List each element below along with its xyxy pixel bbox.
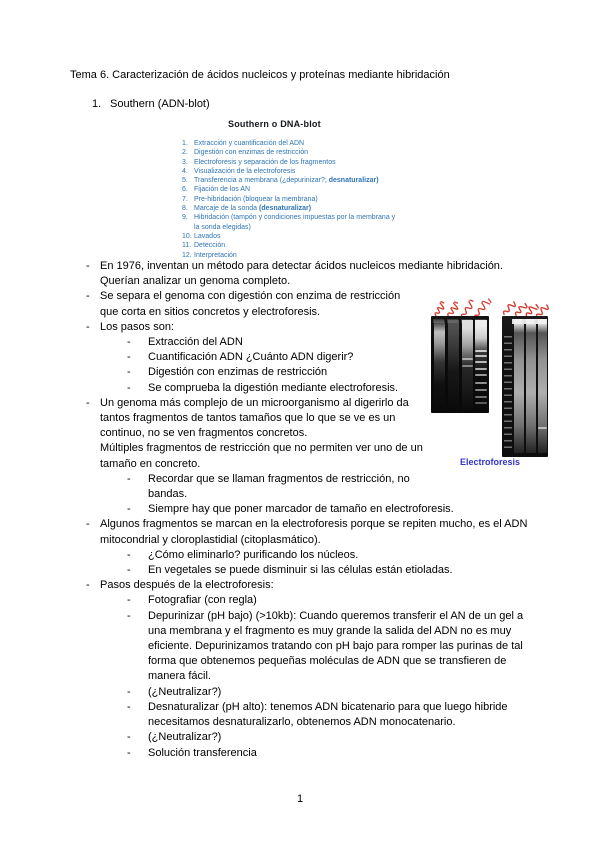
note-item: - Los pasos son: <box>70 320 529 335</box>
step-number: 4. <box>182 167 188 175</box>
bullet-dash: - <box>127 351 131 364</box>
gel-lane <box>448 320 459 410</box>
note-subitem: - Digestión con enzimas de restricción <box>70 365 529 380</box>
gel-lane <box>514 319 524 453</box>
note-subitem: - Siempre hay que poner marcador de tamaño en electroforesis. <box>70 502 529 517</box>
step-text: Visualización de la electroforesis <box>194 167 296 175</box>
step-number: 2. <box>182 149 188 157</box>
note-subitem: - ¿Cómo eliminarlo? purificando los núcleos. <box>70 548 529 563</box>
bullet-dash: - <box>127 472 131 485</box>
note-subitem: - Recordar que se llaman fragmentos de restricción, no bandas. <box>127 472 410 501</box>
bullet-dash: - <box>127 609 131 622</box>
step-number: 5. <box>182 177 188 185</box>
protocol-step <box>182 241 400 250</box>
bullet-dash: - <box>86 518 90 531</box>
gel-photo-digestion-check <box>431 316 489 413</box>
step-text: Digestión con enzimas de restricción <box>194 149 308 157</box>
section-title: Southern (ADN-blot) <box>110 98 210 110</box>
step-number: 9. <box>182 214 188 222</box>
bullet-dash: - <box>86 396 90 409</box>
step-text: Pre-hibridación (bloquear la membrana) <box>194 195 318 203</box>
note-subitem: - Se comprueba la digestión mediante electroforesis. <box>70 381 529 396</box>
protocol-step <box>182 158 400 167</box>
note-subitem: - Desnaturalizar (pH alto): tenemos ADN bicatenario para que luego hibride necesitamos desnaturalizarlo, obtenemos ADN monocatenario. <box>127 700 508 729</box>
note-subitem: - En vegetales se puede disminuir si las células están etioladas. <box>70 563 529 578</box>
page-number: 1 <box>296 793 304 805</box>
step-number: 6. <box>182 186 188 194</box>
slide-heading: Southern o DNA-blot <box>228 119 321 129</box>
bullet-dash: - <box>86 320 90 333</box>
bullet-dash: - <box>127 594 131 607</box>
step-text: Detección <box>194 242 226 250</box>
note-item: - Algunos fragmentos se marcan en la electroforesis porque se repiten mucho, es el ADN mitocondrial y cloroplastidial (citoplasmático). <box>86 518 528 546</box>
protocol-step <box>182 176 400 185</box>
protocol-step <box>182 213 400 232</box>
note-subitem: - Depurinizar (pH bajo) (>10kb): Cuando queremos transferir el AN de un gel a una membrana y el fragmento es muy grande la salida del ADN no es muy eficiente. Depurinizamos tratando con pH bajo para romper las purinas de tal forma que obtenemos pequeñas moléculas de ADN que se transfieren de manera fácil. <box>127 609 524 683</box>
bullet-dash: - <box>127 336 131 349</box>
page-title: Tema 6. Caracterización de ácidos nucleicos y proteínas mediante hibridación <box>70 69 450 81</box>
gel-lane <box>526 319 536 453</box>
step-number: 10. <box>182 232 192 240</box>
bullet-dash: - <box>86 579 90 592</box>
step-number: 11. <box>182 242 192 250</box>
bullet-dash: - <box>127 731 131 744</box>
bullet-dash: - <box>127 685 131 698</box>
bullet-dash: - <box>127 366 131 379</box>
section-number: 1. <box>92 98 102 110</box>
step-text: Electroforesis y separación de los fragmentos <box>194 158 336 166</box>
bullet-dash: - <box>127 564 131 577</box>
note-item: - Se separa el genoma con digestión con enzima de restricción que corta en sitios concretos y electroforesis. <box>86 290 401 318</box>
electrophoresis-figure <box>431 290 549 472</box>
gel-lane-size-marker <box>504 336 512 453</box>
note-item-continuation: Múltiples fragmentos de restricción que no permiten ver uno de un tamaño en concreto. <box>100 442 423 470</box>
note-subitem: - Solución transferencia <box>70 746 529 761</box>
note-subitem: - Cuantificación ADN ¿Cuánto ADN digerir? <box>70 350 529 365</box>
step-number: 7. <box>182 195 188 203</box>
bullet-dash: - <box>86 290 90 303</box>
step-text: Interpretación <box>194 251 237 259</box>
step-number: 1. <box>182 140 188 147</box>
step-number: 8. <box>182 205 188 213</box>
bullet-dash: - <box>86 260 90 272</box>
step-number: 12. <box>182 251 192 259</box>
gel-photo-genomic-smear <box>502 316 548 457</box>
step-text: Extracción y cuantificación del ADN <box>194 140 305 147</box>
protocol-step <box>182 167 400 176</box>
protocol-step <box>182 139 400 148</box>
section-heading <box>92 97 210 111</box>
bullet-dash: - <box>127 700 131 713</box>
gel-lane <box>462 320 473 410</box>
note-subitem: - Extracción del ADN <box>70 335 529 350</box>
step-text: Fijación de los AN <box>194 186 251 194</box>
step-text: Transferencia a membrana (¿depurinizar?; desnaturalizar) <box>194 177 379 185</box>
step-text: Lavados <box>194 232 221 240</box>
protocol-step <box>182 185 400 194</box>
protocol-step <box>182 195 400 204</box>
bullet-dash: - <box>127 381 131 394</box>
note-subitem: - (¿Neutralizar?) <box>70 685 529 700</box>
protocol-step <box>182 204 400 213</box>
bullet-dash: - <box>127 548 131 561</box>
protocol-steps-list <box>182 139 400 260</box>
gel-lane-size-marker <box>475 320 487 410</box>
figure-caption: Electroforesis <box>459 457 521 467</box>
gel-lane <box>538 319 547 453</box>
note-item: - Pasos después de la electroforesis: <box>70 578 529 593</box>
step-text: Marcaje de la sonda (desnaturalizar) <box>194 205 312 213</box>
note-item: - Un genoma más complejo de un microorganismo al digerirlo da tantos fragmentos de tantos tamaños que lo que se ve es un continuo, no se ven fragmentos concretos. <box>86 396 409 440</box>
note-subitem: - (¿Neutralizar?) <box>70 730 529 745</box>
protocol-step <box>182 148 400 157</box>
note-subitem: - Fotografiar (con regla) <box>70 593 529 608</box>
step-number: 3. <box>182 158 188 166</box>
protocol-step <box>182 232 400 241</box>
bullet-dash: - <box>127 503 131 516</box>
bullet-dash: - <box>127 746 131 759</box>
step-text: Hibridación (tampón y condiciones impuestas por la membrana y la sonda elegidas) <box>194 214 396 231</box>
note-item: - En 1976, inventan un método para detectar ácidos nucleicos mediante hibridación. Querían analizar un genoma completo. <box>86 260 503 288</box>
gel-lane <box>434 320 445 410</box>
